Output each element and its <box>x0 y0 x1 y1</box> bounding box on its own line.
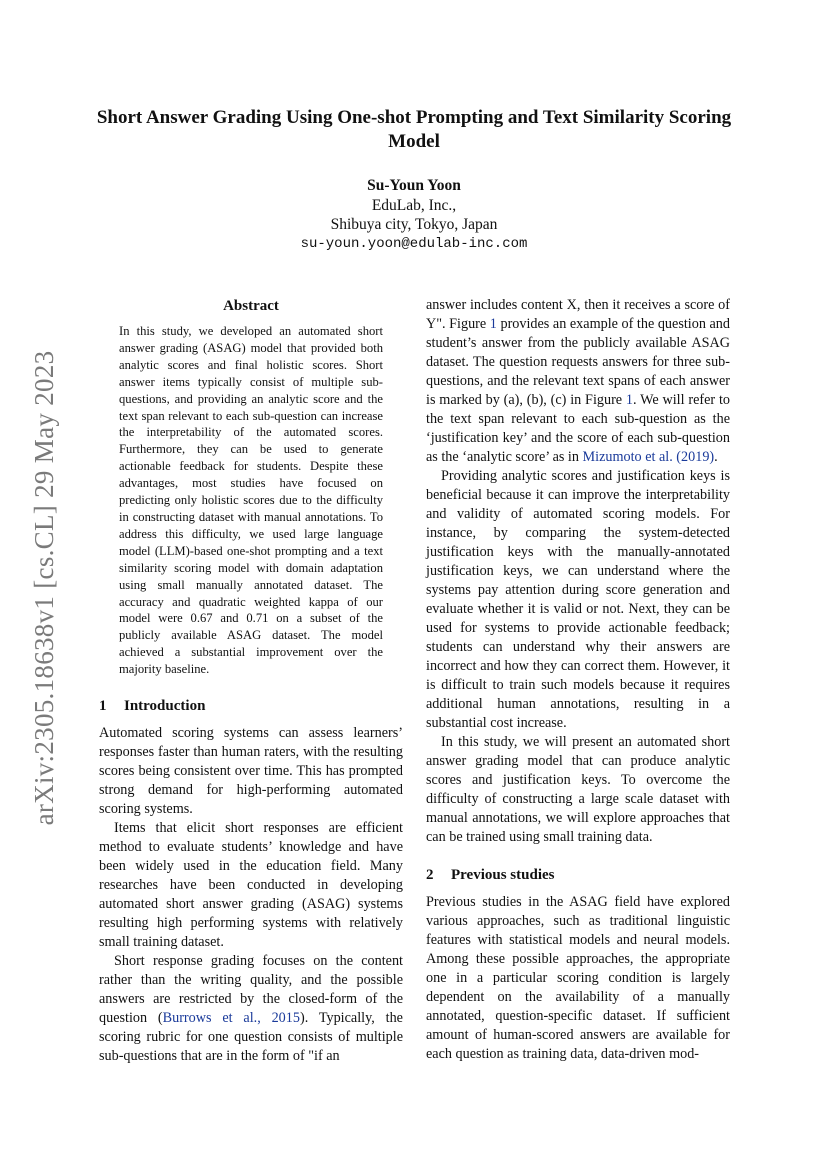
right-column <box>426 296 730 1064</box>
author-location: Shibuya city, Tokyo, Japan <box>330 216 498 233</box>
author-email: su-youn.yoon@edulab-inc.com <box>300 235 528 252</box>
text-run: Short response grading focuses on the content rather than the writing quality, and the possible answers are restricted by the closed-form of the question ( <box>99 953 403 1027</box>
paragraph <box>426 296 730 467</box>
paragraph <box>99 952 403 1066</box>
text-run: . We will refer to the text span relevant to each sub-question as the ‘justification key’ and the score of each sub-question as the ‘analytic score’ as in <box>426 392 730 465</box>
paragraph: Items that elicit short responses are efficient method to evaluate students’ knowledge and have been widely used in the education field. Many researches have been conducted in developing automated short answer grading (ASAG) systems resulting high performing systems with relatively small training dataset. <box>99 820 403 951</box>
section-title: Previous studies <box>451 867 555 883</box>
paragraph: Previous studies in the ASAG field have explored various approaches, such as traditional linguistic features with statistical models and neural models. Among these possible approaches, the appropriate one in a particular scoring condition is largely dependent on the availability of a manually annotated, question-specific dataset. If sufficient amount of human-scored answers are available for each question as training data, data-driven mod- <box>426 894 730 1062</box>
citation-link[interactable]: Burrows et al., 2015 <box>162 1010 300 1027</box>
paper-title: Short Answer Grading Using One-shot Prompting and Text Similarity Scoring Model <box>96 107 732 152</box>
text-run: provides an example of the question and student’s answer from the publicly available ASAG dataset. The question requests answers for three sub-questions, and the relevant text spans of each answer is marked by (a), (b), (c) in Figure <box>426 316 730 408</box>
citation-link[interactable]: Mizumoto et al. (2019) <box>582 449 715 465</box>
author-affiliation: EduLab, Inc., <box>371 196 457 214</box>
figure-ref-link[interactable]: 1 <box>625 392 634 408</box>
section-title: Introduction <box>124 698 206 715</box>
paragraph: In this study, we will present an automated short answer grading model that can produce analytic scores and justification keys. To overcome the difficulty of constructing a large scale dataset with manual annotations, we will explore approaches that can be trained using small training data. <box>426 734 730 845</box>
paragraph: Providing analytic scores and justification keys is beneficial because it can improve the interpretability and validity of automated scoring models. For instance, by comparing the system-detected justification keys with the manually-annotated justification keys, we can understand where the systems pay attention during score generation and evaluate whether it is valid or not. Next, they can be used for systems to provide actionable feedback; students can understand why their answers are incorrect and how they can correct them. However, it is difficult to train such models because it requires additional human annotations, resulting in a substantial cost increase. <box>426 468 730 731</box>
abstract-heading: Abstract <box>223 298 279 314</box>
paragraph: Automated scoring systems can assess learners’ responses faster than human raters, with the resulting scores being consistent over time. This has prompted strong demand for high-performing automated scoring systems. <box>99 725 403 818</box>
text-run: ). Typically, the scoring rubric for one question consists of multiple sub-questions that are in the form of "if an <box>99 1010 403 1065</box>
abstract-text: In this study, we developed an automated short answer grading (ASAG) model that provided both analytic scores and final holistic scores. Short answer items typically consist of multiple sub-questions, and providing an analytic score and the text span relevant to each sub-question can increase the interpretability of the automated scores. Furthermore, they can be used to generate actionable feedback for students. Despite these advantages, most studies have focused on predicting only holistic scores due to the difficulty in constructing dataset with manual annotations. To address this difficulty, we used large language model (LLM)-based one-shot prompting and a text similarity scoring model with domain adaptation using small manually annotated dataset. The accuracy and quadratic weighted kappa of our model were 0.67 and 0.71 on a subset of the publicly available ASAG dataset. The model achieved a substantial improvement over the majority baseline. <box>119 324 383 677</box>
section-heading-previous-studies <box>426 865 730 885</box>
text-run: answer includes content X, then it receives a score of Y". Figure <box>426 297 730 332</box>
figure-ref-link[interactable]: 1 <box>489 316 497 332</box>
text-run: . <box>714 449 718 465</box>
author-name: Su-Youn Yoon <box>367 177 461 194</box>
author-block <box>160 176 668 254</box>
left-column <box>99 296 403 1066</box>
section-number: 2 <box>426 867 434 883</box>
arxiv-identifier: arXiv:2305.18638v1 [cs.CL] 29 May 2023 <box>29 350 59 826</box>
section-number: 1 <box>99 698 107 715</box>
section-heading-introduction <box>99 696 403 716</box>
